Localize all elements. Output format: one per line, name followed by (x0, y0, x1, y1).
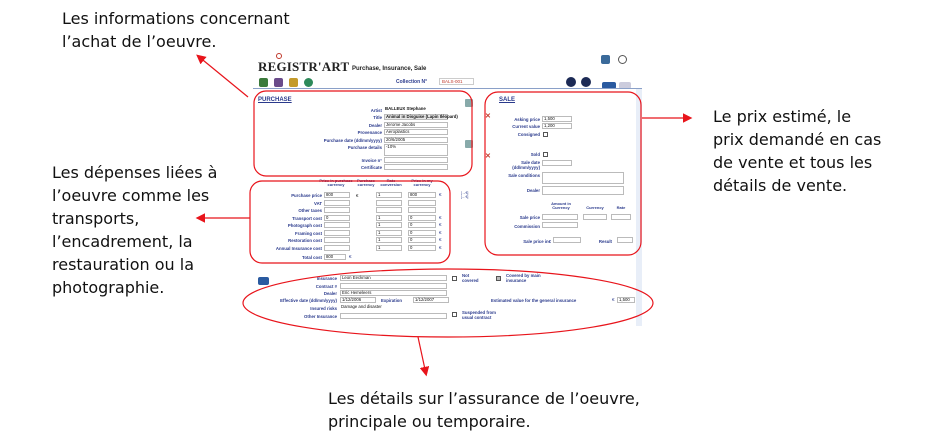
certificate-field[interactable] (384, 164, 448, 170)
insurance-label: Insurance (316, 276, 337, 281)
cost-mine-field[interactable]: 0 (408, 222, 436, 228)
cost-rate-field[interactable]: 1 (376, 192, 402, 198)
sale-date-field[interactable] (542, 160, 572, 166)
cost-row-label: Framing cost (295, 230, 322, 236)
cost-euro: € (439, 222, 442, 227)
suspended-checkbox[interactable] (452, 312, 457, 317)
suspended-label: Suspended from usual contract (462, 310, 496, 320)
cost-euro: € (439, 244, 442, 250)
power-icon[interactable] (618, 55, 627, 64)
next-record-icon[interactable] (581, 77, 591, 87)
cost-currency: € (356, 192, 359, 198)
cost-row-label: Purchase price (291, 193, 322, 198)
cost-price-field[interactable] (324, 245, 350, 251)
cost-price-field[interactable] (324, 200, 350, 206)
sale-conditions-field[interactable] (542, 172, 624, 184)
asking-price-field[interactable]: 1,500 (542, 116, 572, 122)
col-purchase-currency: Purchase currency (356, 178, 375, 188)
result-label: Result (598, 239, 612, 244)
attach-invoice-icon[interactable] (465, 140, 473, 148)
asking-price-label: Asking price (514, 117, 540, 122)
cost-price-field[interactable] (324, 230, 350, 236)
cost-row-label: Restoration cost (288, 238, 322, 243)
refresh-icon[interactable] (304, 78, 313, 87)
purchase-date-label: Purchase date (dd/mm/yyyy) (323, 138, 382, 143)
sale-dealer-field[interactable] (542, 186, 624, 195)
sold-label: Sold (530, 152, 540, 157)
cost-row-label: Annual Insurance cost (275, 245, 322, 251)
title-label: Title (373, 115, 382, 120)
estimated-euro: € (612, 297, 615, 302)
rate-header: Rate (616, 205, 626, 210)
col-price-mine: Price in my currency (411, 178, 433, 188)
callout-insurance: Les détails sur l’assurance de l’oeuvre, principale ou temporaire. (328, 389, 640, 431)
invoice-label: Invoice n° (361, 158, 382, 163)
header-divider (253, 88, 642, 89)
cost-row-label: Photograph cost (287, 223, 322, 228)
clear-sold-icon[interactable]: ✕ (485, 153, 491, 160)
expiration-label: Expiration (381, 298, 403, 303)
consigned-label: Consigned (517, 132, 540, 137)
cost-rate-field[interactable]: 1 (376, 215, 402, 221)
commission-field[interactable] (542, 222, 578, 228)
sold-checkbox[interactable] (543, 152, 548, 157)
amount-header: Amount in Currency (551, 201, 571, 211)
purchase-details-label: Purchase details (347, 145, 382, 150)
provenance-label: Provenance (357, 130, 382, 135)
tools-icon[interactable] (289, 78, 298, 87)
effective-date-field[interactable]: 1/12/2006 (340, 297, 376, 303)
purchase-details-field[interactable]: -10% (384, 144, 448, 156)
covered-main-checkbox[interactable] (496, 276, 501, 281)
insured-risks-field[interactable]: Damage and disaster (340, 305, 447, 311)
cost-mine-field[interactable] (408, 207, 436, 213)
cost-price-field[interactable] (324, 222, 350, 228)
cost-mine-field[interactable]: 0 (408, 237, 436, 243)
registrart-window (253, 52, 642, 326)
ins-dealer-label: Dealer (323, 291, 337, 296)
sale-currency-field[interactable] (583, 214, 607, 220)
window-title: Purchase, Insurance, Sale (352, 66, 427, 72)
cost-mine-field[interactable] (408, 200, 436, 206)
total-cost-label: Total cost (302, 255, 322, 260)
purchase-section-title: PURCHASE (258, 97, 292, 103)
cost-mine-field[interactable]: 0 (408, 245, 436, 251)
artist-label: Artist (370, 108, 382, 113)
estimated-value-label: Estimated value for the general insurance (491, 298, 577, 303)
app-logo (258, 59, 349, 75)
people-icon[interactable] (274, 78, 283, 87)
current-value-label: Current value (512, 124, 540, 129)
col-price-purchase: Price in purchase currency (319, 178, 353, 188)
covered-main-label: Covered by main insurance (506, 273, 541, 283)
not-covered-label: Not covered (462, 273, 479, 283)
attach-document-icon[interactable] (465, 99, 473, 107)
certificate-label: Certificate (360, 165, 382, 170)
insurance-field[interactable]: Leon Eeckman (340, 275, 447, 281)
sale-section-title: SALE (499, 97, 516, 103)
cost-price-field[interactable] (324, 237, 350, 243)
cost-price-field[interactable] (324, 207, 350, 213)
logo-text: REGISTR'ART (258, 59, 350, 74)
callout-sale-details: Le prix estimé, le prix demandé en cas de vente et tous les détails de vente. (713, 107, 882, 195)
sale-price-label: Sale price (519, 215, 540, 220)
cost-euro: € (439, 229, 442, 235)
other-insurance-label: Other Insurance (304, 314, 337, 319)
cost-rate-field[interactable] (376, 207, 402, 213)
cost-rate-field[interactable]: 1 (376, 237, 402, 243)
contract-field[interactable] (340, 283, 447, 289)
cost-rate-field[interactable] (376, 200, 402, 206)
clear-asking-icon[interactable]: ✕ (485, 113, 491, 120)
artist-field[interactable]: BALLEUX Stephane (384, 107, 448, 113)
logo-mark (276, 53, 282, 59)
insurance-car-icon[interactable] (258, 277, 269, 285)
cost-rate-field[interactable]: 1 (376, 230, 402, 236)
cost-euro: € (439, 237, 442, 242)
cost-row-label: Other taxes (298, 208, 322, 213)
arrow-to-insurance-callout (418, 337, 426, 374)
title-field[interactable]: Animal in Disguise (Lapin Iléopard) (386, 114, 458, 119)
table-icon[interactable] (259, 78, 268, 87)
arrow-to-purchase-callout (198, 56, 248, 97)
ins-dealer-field[interactable]: Eric Hemeleers (340, 290, 447, 296)
col-rate: Rate conversion (380, 178, 402, 188)
collection-number: BALS-001 (439, 78, 474, 85)
cost-row-label: Transport cost (292, 215, 322, 221)
cost-mine-field[interactable]: 800 (408, 192, 436, 198)
expiration-field[interactable]: 1/12/2007 (413, 297, 449, 303)
result-field[interactable] (617, 237, 633, 243)
cost-row-label: VAT (314, 200, 322, 206)
total-euro: € (349, 254, 352, 259)
cost-price-field[interactable]: 800 (324, 192, 350, 198)
sale-rate-field[interactable] (611, 214, 631, 220)
dealer-field[interactable]: Jerome Jacobs (384, 122, 448, 128)
document-icon[interactable] (601, 55, 610, 64)
previous-record-icon[interactable] (566, 77, 576, 87)
currency-converter-link[interactable]: [→€] [←€] (461, 191, 469, 199)
dealer-label: Dealer (368, 123, 382, 128)
collection-label: Collection N° (396, 79, 428, 85)
sale-price-field[interactable] (542, 214, 578, 220)
sale-price-in-field[interactable] (553, 237, 581, 243)
sale-dealer-label: Dealer (526, 188, 540, 193)
cost-rate-field[interactable]: 1 (376, 245, 402, 251)
side-strip (636, 89, 642, 326)
not-covered-checkbox[interactable] (452, 276, 457, 281)
contract-label: Contract # (315, 284, 337, 289)
other-insurance-field[interactable] (340, 313, 447, 319)
sale-date-label: Sale date (dd/mm/yyyy) (512, 160, 540, 170)
currency-header: Currency (586, 205, 604, 210)
invoice-field[interactable] (384, 157, 448, 163)
cost-euro: € (439, 192, 442, 197)
insured-risks-label: Insured risks (310, 306, 337, 311)
provenance-field[interactable]: Aeroplastics (384, 129, 448, 135)
cost-price-field[interactable]: 0 (324, 215, 350, 221)
callout-purchase-info: Les informations concernant l’achat de l’oeuvre. (62, 9, 290, 51)
effective-date-label: Effective date (dd/mm/yyyy) (280, 298, 337, 303)
total-cost-field[interactable]: 800 (324, 254, 346, 260)
sale-price-in-label: Sale price in€ (523, 239, 551, 244)
cost-euro: € (439, 214, 442, 220)
estimated-value-field[interactable]: 1,500 (617, 297, 635, 303)
cost-mine-field[interactable]: 0 (408, 230, 436, 236)
consigned-checkbox[interactable] (543, 132, 548, 137)
sale-conditions-label: Sale conditions (508, 173, 540, 178)
purchase-date-field[interactable]: 20/6/2005 (384, 137, 448, 143)
cost-rate-field[interactable]: 1 (376, 222, 402, 228)
callout-expenses: Les dépenses liées à l’oeuvre comme les transports, l’encadrement, la restauration ou la photographie. (52, 163, 218, 297)
current-value-field[interactable]: 1,200 (542, 123, 572, 129)
commission-label: Commission (514, 224, 540, 229)
cost-mine-field[interactable]: 0 (408, 215, 436, 221)
